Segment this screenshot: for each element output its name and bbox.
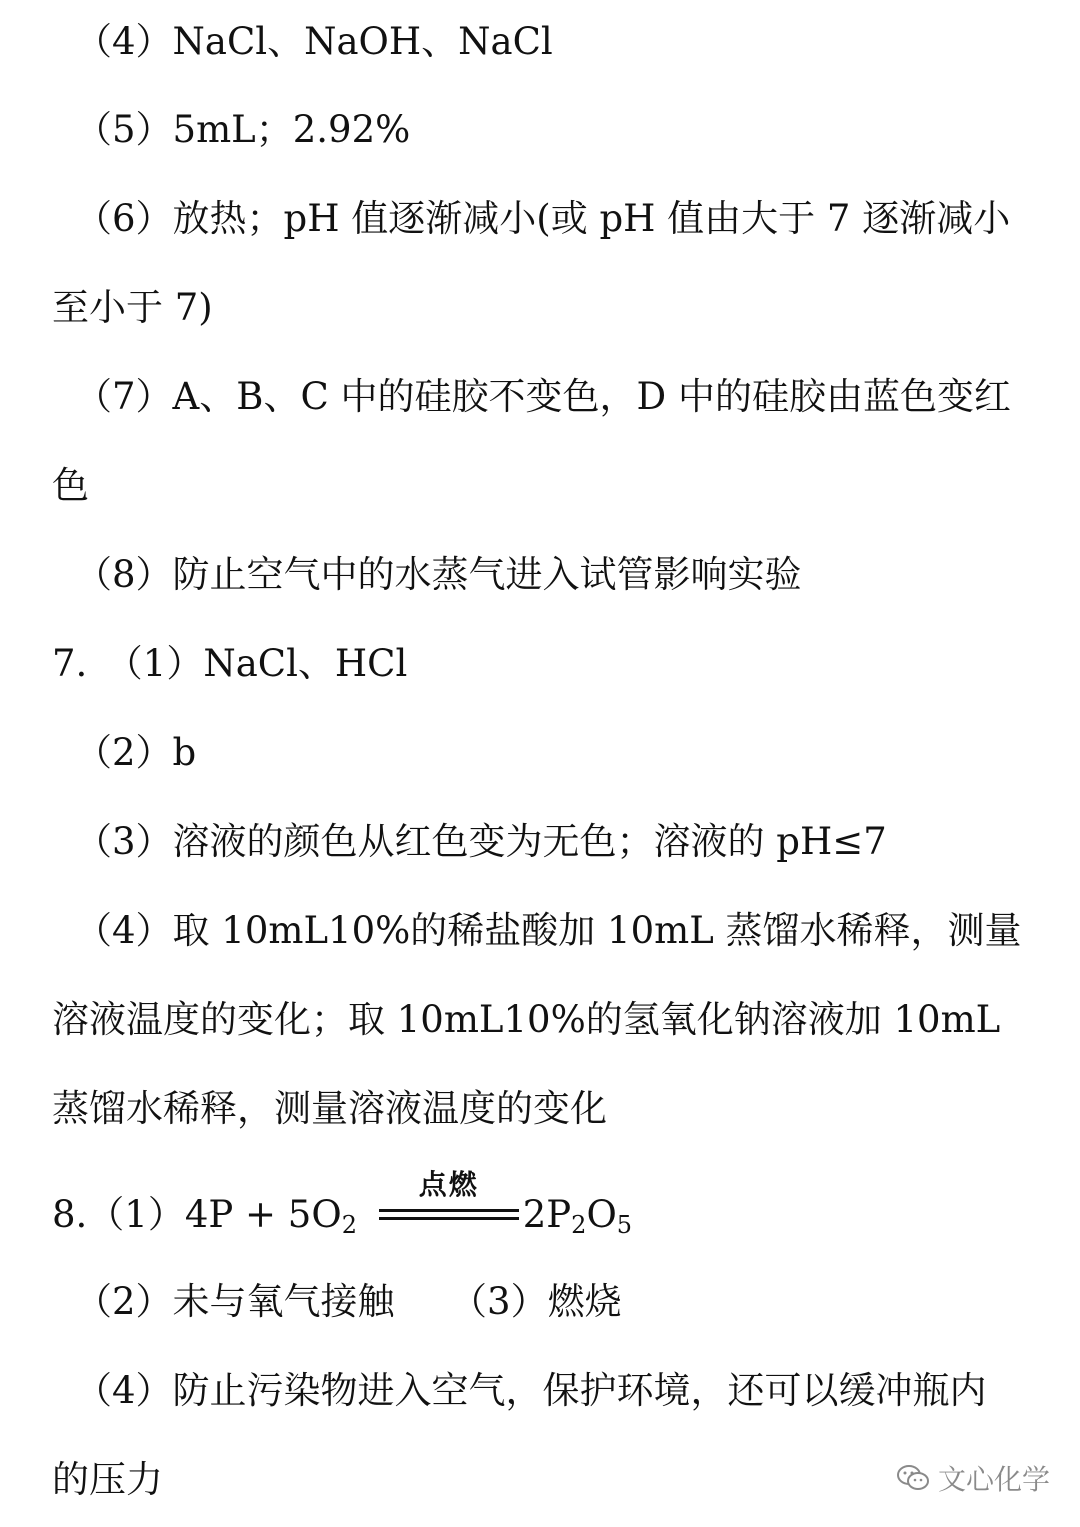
answer-line-6-7-continued: 色 — [52, 464, 89, 507]
wechat-icon — [896, 1464, 930, 1492]
answer-line-8-4-continued: 的压力 — [52, 1458, 163, 1501]
equals-bar-top — [379, 1209, 519, 1212]
answer-line-6-8: （8）防止空气中的水蒸气进入试管影响实验 — [75, 553, 802, 596]
product-subscript-1: 2 — [571, 1211, 587, 1239]
equals-bar-bottom — [379, 1217, 519, 1220]
answer-line-6-5: （5）5mL；2.92% — [75, 108, 411, 151]
equation-reactants: 8.（1）4P + 5O — [52, 1193, 342, 1236]
reactant-subscript: 2 — [341, 1211, 357, 1239]
answer-line-7-1: 7. （1）NaCl、HCl — [52, 642, 408, 685]
answer-line-7-4-continued-2: 蒸馏水稀释，测量溶液温度的变化 — [52, 1087, 607, 1130]
product-part-b: O — [586, 1193, 617, 1236]
answer-line-7-2: （2）b — [75, 731, 197, 774]
answer-line-6-7: （7）A、B、C 中的硅胶不变色，D 中的硅胶由蓝色变红 — [75, 375, 1011, 418]
watermark-text: 文心化学 — [937, 1463, 1050, 1496]
answer-line-7-4-continued-1: 溶液温度的变化；取 10mL10%的氢氧化钠溶液加 10mL — [52, 998, 1001, 1041]
product-subscript-2: 5 — [616, 1211, 633, 1239]
answer-line-6-6-continued: 至小于 7) — [52, 286, 213, 329]
answer-line-6-4: （4）NaCl、NaOH、NaCl — [75, 20, 553, 63]
answer-line-7-4: （4）取 10mL10%的稀盐酸加 10mL 蒸馏水稀释，测量 — [75, 909, 1022, 952]
chemical-equation — [52, 1168, 1028, 1239]
reaction-arrow — [379, 1168, 519, 1237]
answer-line-8-2-3: （2）未与氧气接触 （3）燃烧 — [75, 1280, 622, 1323]
reaction-condition: 点燃 — [418, 1168, 479, 1201]
answer-line-8-4: （4）防止污染物进入空气，保护环境，还可以缓冲瓶内 — [75, 1369, 987, 1412]
answer-line-7-3: （3）溶液的颜色从红色变为无色；溶液的 pH≤7 — [75, 820, 887, 863]
watermark — [896, 1458, 1050, 1498]
answer-line-6-6: （6）放热；pH 值逐渐减小(或 pH 值由大于 7 逐渐减小 — [75, 197, 1011, 240]
product-part-a: 2P — [522, 1193, 572, 1236]
